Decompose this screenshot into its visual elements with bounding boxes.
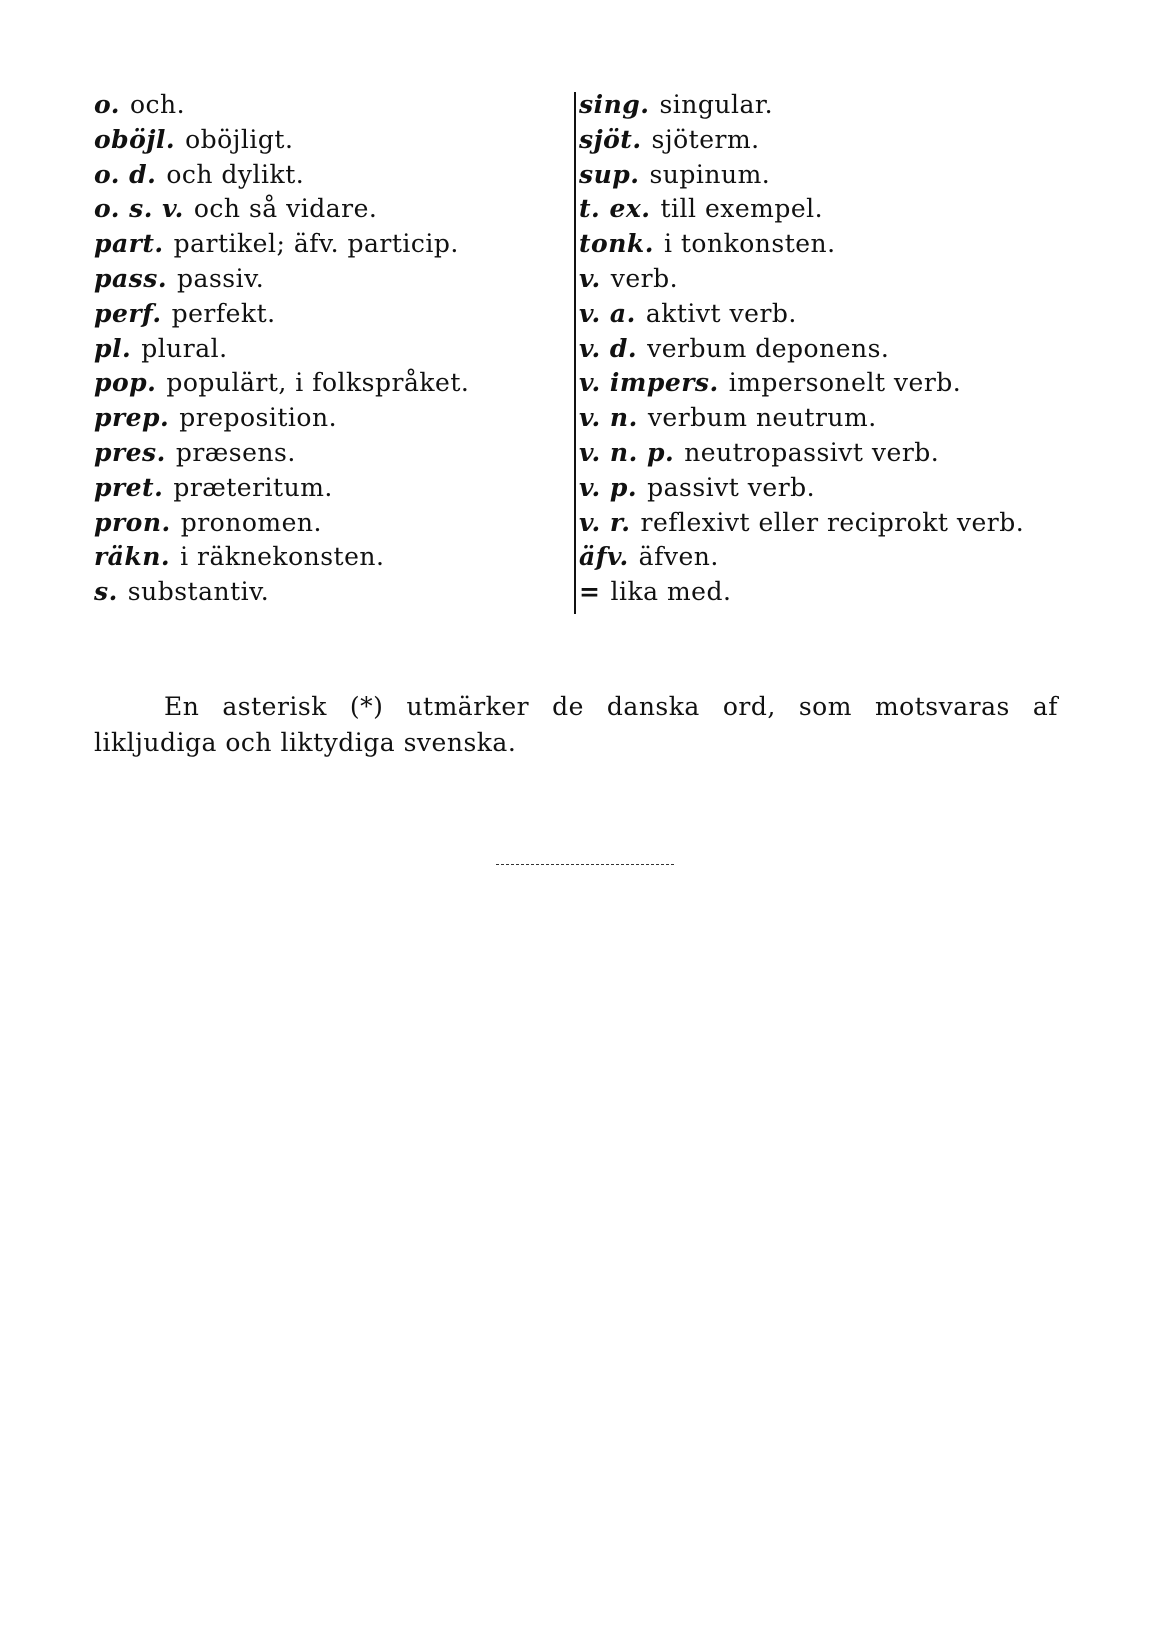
abbreviation-list-right: [563, 88, 1083, 610]
abbreviation: sup.: [579, 159, 640, 189]
abbreviation-entry: [94, 158, 564, 193]
abbreviation: o. s. v.: [94, 194, 184, 224]
abbreviation-meaning: populärt, i folkspråket.: [166, 368, 470, 398]
abbreviation: sing.: [579, 90, 650, 119]
abbreviation: v. n. p.: [579, 437, 675, 467]
abbreviation-entry: [579, 88, 1083, 123]
abbreviation: prep.: [94, 403, 170, 433]
abbreviation-meaning: sjöterm.: [651, 124, 760, 154]
abbreviation: pron.: [94, 507, 171, 537]
abbreviation-entry: [579, 158, 1083, 193]
abbreviation: pl.: [94, 333, 132, 363]
abbreviation-meaning: och dylikt.: [166, 159, 305, 189]
abbreviation-entry: [579, 332, 1083, 367]
abbreviation-entry: [579, 575, 1083, 610]
abbreviation: o. d.: [94, 159, 157, 189]
abbreviation-meaning: aktivt verb.: [645, 298, 797, 328]
abbreviation-meaning: lika med.: [610, 577, 732, 607]
abbreviation-meaning: præteritum.: [173, 472, 333, 502]
abbreviation-entry: [94, 366, 564, 401]
abbreviation-meaning: äfven.: [638, 542, 719, 572]
abbreviation: t. ex.: [579, 194, 651, 224]
abbreviation-meaning: impersonelt verb.: [728, 368, 962, 398]
abbreviation-entry: [579, 262, 1083, 297]
abbreviation: s.: [94, 577, 118, 607]
abbreviation-entry: [94, 540, 564, 575]
abbreviation-entry: [94, 401, 564, 436]
equals-sign: =: [579, 577, 601, 607]
abbreviation: v. r.: [579, 507, 631, 537]
abbreviation-meaning: neutropassivt verb.: [684, 437, 940, 467]
abbreviation-meaning: singular.: [659, 90, 774, 119]
abbreviation-meaning: passiv.: [177, 263, 265, 293]
abbreviation-meaning: plural.: [141, 333, 228, 363]
abbreviation: v. d.: [579, 333, 638, 363]
abbreviation-meaning: supinum.: [649, 159, 771, 189]
abbreviation: v. p.: [579, 472, 638, 502]
abbreviation: oböjl.: [94, 124, 176, 154]
abbreviation-entry: [94, 227, 564, 262]
abbreviation-meaning: i tonkonsten.: [663, 229, 836, 259]
abbreviation-entry: [579, 192, 1083, 227]
abbreviation-meaning: partikel; äfv. particip.: [173, 229, 459, 259]
abbreviation: v.: [579, 263, 601, 293]
abbreviation-entry: [579, 540, 1083, 575]
abbreviation-meaning: pronomen.: [180, 507, 322, 537]
abbreviation-entry: [94, 123, 564, 158]
abbreviation: pass.: [94, 263, 168, 293]
abbreviation-meaning: oböjligt.: [185, 124, 294, 154]
section-rule: [496, 864, 674, 865]
abbreviation-entry: [579, 506, 1083, 541]
abbreviation-entry: [94, 262, 564, 297]
abbreviation-meaning: verbum deponens.: [647, 333, 890, 363]
abbreviation-entry: [94, 297, 564, 332]
abbreviation: v. n.: [579, 403, 638, 433]
abbreviation: tonk.: [579, 229, 654, 259]
abbreviation-entry: [94, 192, 564, 227]
abbreviation-meaning: passivt verb.: [647, 472, 816, 502]
abbreviation-meaning: reflexivt eller reciprokt verb.: [640, 507, 1025, 537]
abbreviations-left-column: [94, 88, 564, 610]
abbreviation: räkn.: [94, 542, 171, 572]
asterisk-note: En asterisk (*) utmärker de danska ord, som motsvaras af likljudiga och liktydiga svenska.: [94, 692, 1058, 757]
abbreviation-entry: [94, 506, 564, 541]
abbreviation-entry: [579, 227, 1083, 262]
abbreviation-meaning: substantiv.: [127, 577, 270, 607]
abbreviation-entry: [94, 332, 564, 367]
abbreviation: part.: [94, 229, 164, 259]
abbreviation: o.: [94, 90, 120, 119]
abbreviation-entry: [579, 471, 1083, 506]
abbreviation-entry: [94, 575, 564, 610]
abbreviation-entry: [94, 88, 564, 123]
abbreviation-meaning: och.: [129, 90, 186, 119]
abbreviation-entry: [579, 401, 1083, 436]
abbreviation-list-left: [94, 88, 564, 610]
abbreviation: perf.: [94, 298, 162, 328]
abbreviation-entry: [579, 123, 1083, 158]
abbreviation-meaning: præsens.: [175, 437, 296, 467]
abbreviation-entry: [579, 297, 1083, 332]
abbreviation: pres.: [94, 437, 166, 467]
abbreviation-entry: [94, 471, 564, 506]
abbreviation: v. impers.: [579, 368, 719, 398]
abbreviation: pop.: [94, 368, 157, 398]
abbreviation: v. a.: [579, 298, 636, 328]
abbreviation-entry: [94, 436, 564, 471]
abbreviation: sjöt.: [579, 124, 642, 154]
abbreviations-right-column: [563, 88, 1083, 610]
abbreviation: äfv.: [579, 542, 629, 572]
abbreviation: pret.: [94, 472, 164, 502]
abbreviation-meaning: verb.: [610, 263, 679, 293]
abbreviation-meaning: till exempel.: [660, 194, 824, 224]
abbreviation-meaning: verbum neutrum.: [647, 403, 877, 433]
abbreviation-meaning: och så vidare.: [193, 194, 378, 224]
abbreviation-meaning: perfekt.: [171, 298, 276, 328]
abbreviation-meaning: preposition.: [179, 403, 338, 433]
abbreviation-entry: [579, 436, 1083, 471]
abbreviation-entry: [579, 366, 1083, 401]
abbreviation-meaning: i räknekonsten.: [180, 542, 385, 572]
